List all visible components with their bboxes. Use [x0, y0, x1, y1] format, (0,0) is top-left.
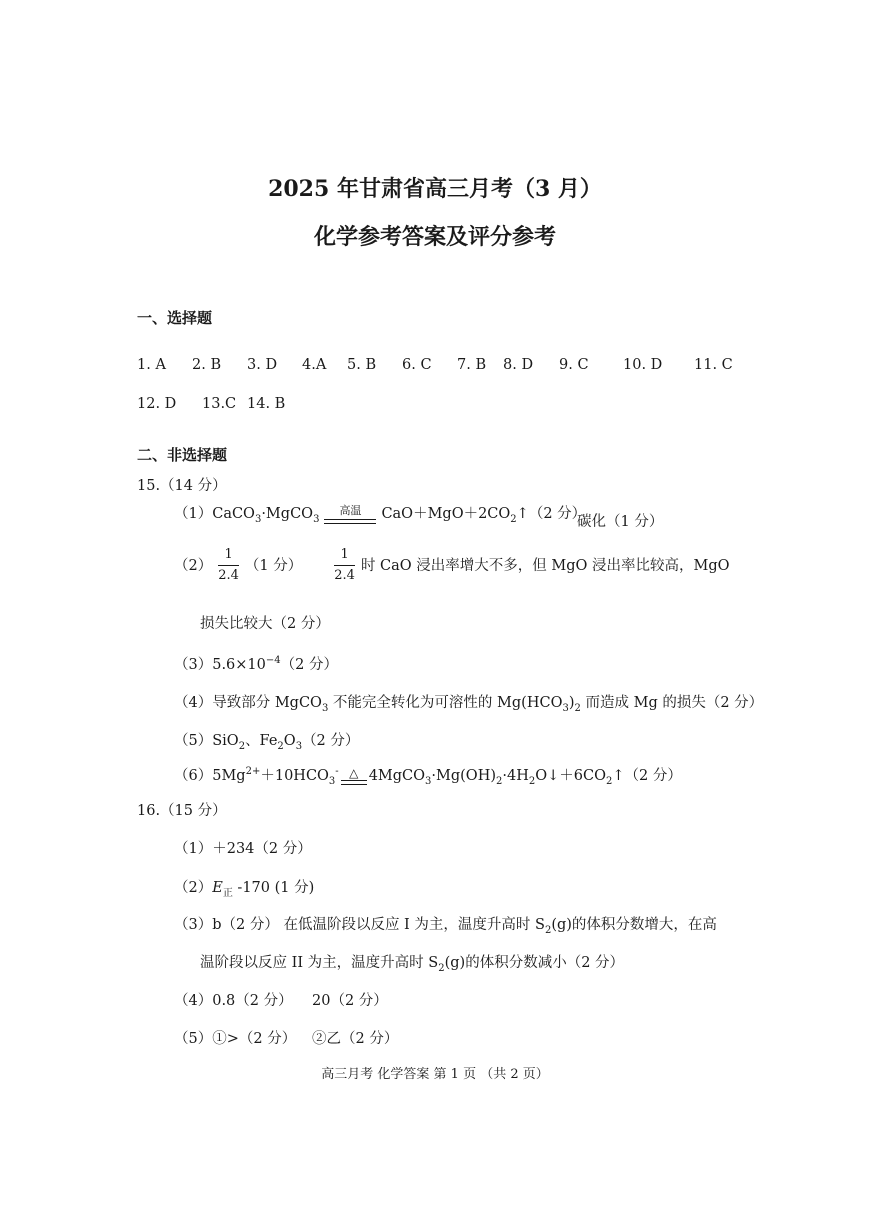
q15-p2-label: （2）: [174, 557, 213, 574]
mcq-answer: 7. B: [457, 357, 487, 373]
equals-bar: [324, 519, 376, 524]
q16-p2-label: （2）: [174, 880, 213, 896]
q15-p6-text: ＋10HCO: [260, 768, 329, 784]
page-subtitle: 化学参考答案及评分参考: [313, 224, 556, 250]
mcq-answer: 9. C: [559, 357, 589, 373]
subscript: 2: [277, 740, 284, 752]
equals-bar: [341, 780, 367, 785]
page-title: 2025 年甘肃省高三月考（3 月）: [268, 176, 602, 202]
subscript: 3: [562, 702, 569, 714]
subscript: 2: [496, 775, 503, 787]
q15-p6-text: ·4H: [502, 768, 529, 784]
q15-p4-text: 而造成 Mg 的损失（2 分）: [580, 695, 764, 711]
mcq-answer: 4.A: [302, 357, 327, 373]
q15-p4-text: ): [568, 695, 575, 711]
heat-symbol: △: [349, 765, 359, 780]
question-16-header: 16.（15 分）: [137, 803, 227, 819]
mcq-answer: 8. D: [503, 357, 534, 373]
heat-condition: [341, 765, 367, 785]
fraction-numerator: 1: [334, 548, 355, 566]
q16-part2: [174, 876, 314, 899]
q16-p3-text: （3）b（2 分） 在低温阶段以反应 I 为主，温度升高时 S: [174, 917, 545, 933]
subscript: 3: [295, 740, 303, 752]
mcq-answer: 14. B: [247, 396, 286, 412]
subscript: 3: [313, 513, 320, 525]
mcq-answer: 11. C: [694, 357, 733, 373]
q16-part1: （1）＋234（2 分）: [174, 841, 312, 857]
energy-symbol: E: [212, 880, 223, 896]
subscript: 3: [254, 513, 262, 525]
q16-p3-text: 温阶段以反应 II 为主，温度升高时 S: [200, 955, 439, 971]
q15-p3-text: （3）5.6×10: [174, 657, 266, 673]
q15-p2-text: 时 CaO 浸出率增大不多，但 MgO 浸出率比较高，MgO: [360, 557, 730, 574]
q15-p5-text: 、Fe: [245, 733, 278, 749]
fraction-denominator: 2.4: [334, 568, 355, 584]
section-heading-mcq: 一、选择题: [137, 309, 213, 327]
fraction-denominator: 2.4: [218, 568, 239, 584]
q15-p6-score: ↑（2 分）: [612, 768, 682, 784]
fraction: [334, 548, 355, 584]
q15-p6-text: （6）5Mg: [174, 768, 246, 784]
q15-p1-products: CaO＋MgO＋2CO: [381, 506, 511, 522]
mcq-answer: 6. C: [402, 357, 432, 373]
mcq-answer: 2. B: [192, 357, 222, 373]
subscript: 3: [328, 775, 336, 787]
subscript: 3: [321, 702, 329, 714]
q15-p6-text: O↓＋6CO: [535, 768, 606, 784]
q15-p6-text: 4MgCO: [368, 768, 426, 784]
q16-part4a: （4）0.8（2 分）: [174, 993, 293, 1009]
q16-part3-continuation: [200, 951, 624, 974]
subscript: 2: [238, 740, 246, 752]
q16-p3-text: (g)的体积分数减小（2 分）: [444, 955, 625, 971]
section-heading-free-response: 二、非选择题: [137, 446, 228, 464]
superscript: 2+: [245, 766, 261, 778]
fraction: [218, 548, 239, 584]
q16-part5a: （5）①>（2 分）: [174, 1031, 297, 1047]
subscript: 3: [425, 775, 432, 787]
subscript: 正: [222, 887, 233, 899]
q16-part3: [174, 913, 717, 936]
q16-p3-text: (g)的体积分数增大，在高: [551, 917, 717, 933]
q15-p6-text: ·Mg(OH): [431, 768, 496, 784]
q15-part4: [174, 691, 763, 714]
q15-p4-text: （4）导致部分 MgCO: [174, 695, 322, 711]
question-15-header: 15.（14 分）: [137, 478, 227, 494]
q15-p1-extra: 碳化（1 分）: [577, 514, 664, 530]
q15-p1-text: ·MgCO: [261, 506, 314, 522]
mcq-answer: 13.C: [202, 396, 237, 412]
q15-p1-score: ↑（2 分）: [516, 506, 587, 522]
mcq-answer: 1. A: [137, 357, 166, 373]
subscript: 2: [510, 513, 517, 525]
q15-part6: [174, 764, 682, 787]
q15-part3: [174, 653, 338, 674]
mcq-answer: 3. D: [247, 357, 278, 373]
q15-p1-text: （1）CaCO: [174, 506, 255, 522]
superscript: -: [335, 766, 339, 778]
q15-p5-score: （2 分）: [302, 733, 360, 749]
mcq-answer: 10. D: [623, 357, 663, 373]
q15-p2-score: （1 分）: [244, 557, 303, 574]
q15-p3-score: （2 分）: [280, 657, 338, 673]
q16-p2-value: -170 (1 分): [232, 880, 315, 896]
subscript: 2: [605, 775, 613, 787]
mcq-answer: 5. B: [347, 357, 377, 373]
reaction-condition: [324, 505, 376, 524]
q15-part5: [174, 729, 359, 752]
q15-p5-text: （5）SiO: [174, 733, 239, 749]
condition-label: 高温: [339, 503, 362, 517]
subscript: 2: [544, 924, 552, 936]
q15-part1: [174, 502, 586, 525]
q15-part2: [174, 548, 730, 584]
mcq-answer: 12. D: [137, 396, 177, 412]
fraction-numerator: 1: [218, 548, 239, 566]
subscript: 2: [438, 962, 445, 974]
superscript: −4: [265, 655, 281, 667]
q15-p5-text: O: [283, 733, 296, 749]
subscript: 2: [574, 702, 581, 714]
q15-p2-continuation: 损失比较大（2 分）: [200, 616, 330, 632]
q16-part4b: 20（2 分）: [312, 993, 388, 1009]
subscript: 2: [528, 775, 536, 787]
page-footer: 高三月考 化学答案 第 1 页 （共 2 页）: [321, 1067, 549, 1082]
q16-part5b: ②乙（2 分）: [312, 1031, 399, 1047]
q15-p4-text: 不能完全转化为可溶性的 Mg(HCO: [328, 695, 563, 711]
